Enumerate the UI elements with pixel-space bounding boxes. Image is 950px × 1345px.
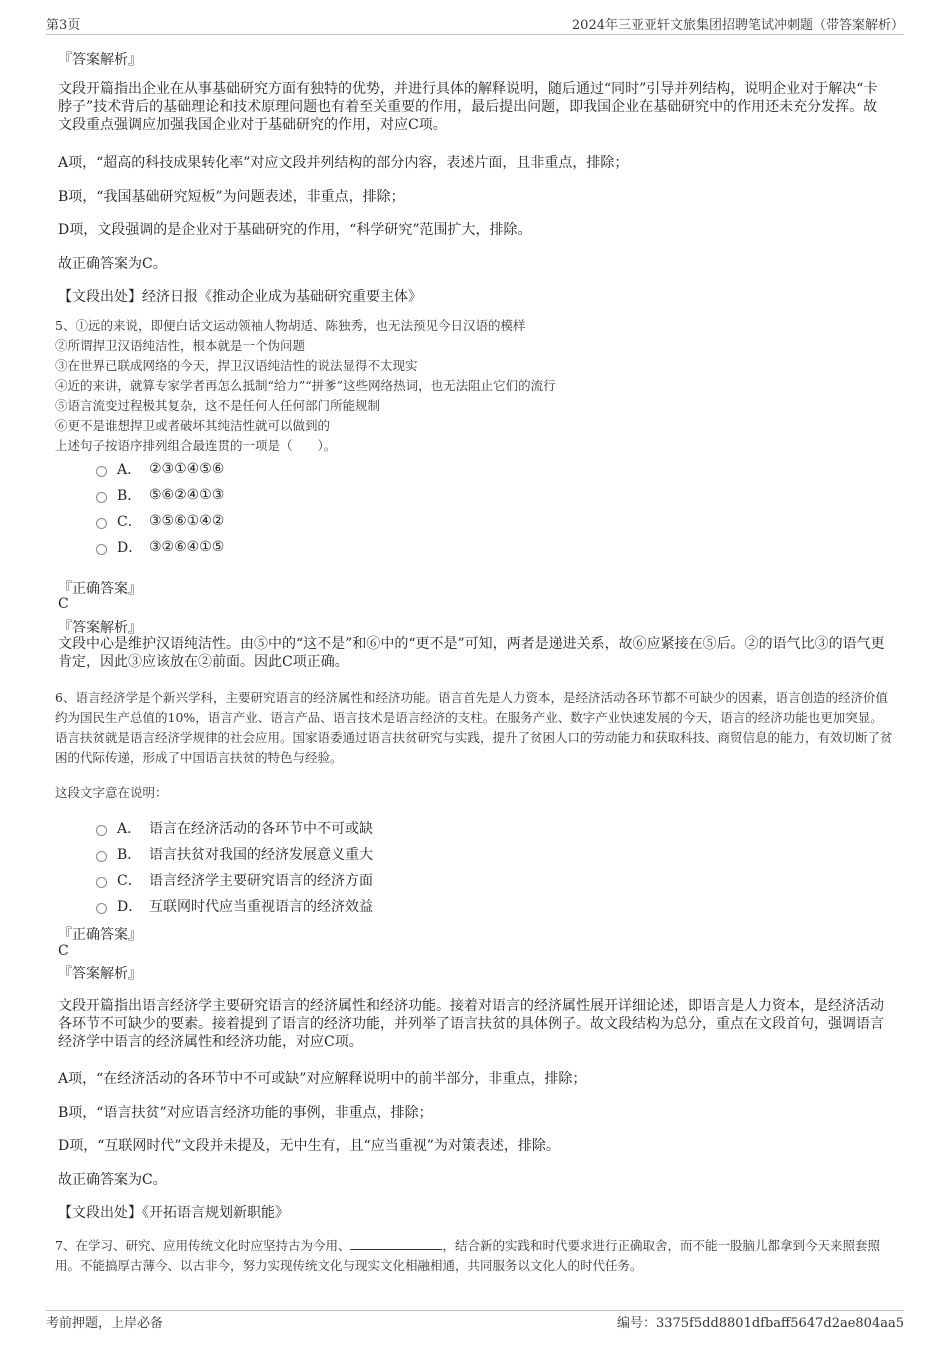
q4-analysis-tag: 『答案解析』 — [58, 52, 142, 68]
option-label: A． — [117, 821, 142, 837]
page-header — [46, 12, 904, 35]
q5-option-a[interactable] — [96, 459, 224, 479]
q5-stem-line-2: ②所谓捍卫汉语纯洁性，根本就是一个伪问题 — [55, 338, 306, 353]
q7-stem-after: ，结合新的实践和时代要求进行正确取舍，而不能一股脑儿都拿到今天来照套照用。不能搞厚古薄今、以古非今，努力实现传统文化与现实文化相融相通，共同服务以文化人的时代任务。 — [55, 1238, 880, 1273]
option-text: ⑤⑥②④①③ — [149, 487, 225, 503]
q5-option-c[interactable] — [96, 511, 224, 531]
q5-stem-line-1: 5、①远的来说，即便白话文运动领袖人物胡适、陈独秀，也无法预见今日汉语的模样 — [55, 318, 526, 333]
option-text: 互联网时代应当重视语言的经济效益 — [149, 899, 373, 915]
option-text: 语言扶贫对我国的经济发展意义重大 — [149, 847, 373, 863]
q5-stem-line-6: ⑥更不是谁想捍卫或者破坏其纯洁性就可以做到的 — [55, 418, 331, 433]
q6-option-c[interactable] — [96, 870, 373, 890]
q5-analysis-tag: 『答案解析』 — [58, 620, 142, 636]
q6-answer: C — [58, 943, 69, 959]
q7-stem-before: 7、在学习、研究、应用传统文化时应坚持古为今用、 — [55, 1238, 351, 1253]
q5-question-prompt: 上述句子按语序排列组合最连贯的一项是（ ）。 — [55, 438, 337, 453]
q4-option-b-analysis: B项，“我国基础研究短板”为问题表述，非重点，排除； — [58, 189, 405, 205]
q4-analysis-paragraph: 文段开篇指出企业在从事基础研究方面有独特的优势，并进行具体的解释说明，随后通过“同时”引导并列结构，说明企业对于解决“卡脖子”技术背后的基础理论和技术原理问题也有着至关重要的作用，最后提出问题，即我国企业在基础研究中的作用还未充分发挥。故文段重点强调应加强我国企业对于基础研究的作用，对应C项。 — [58, 81, 878, 133]
document-title: 2024年三亚亚轩文旅集团招聘笔试冲刺题（带答案解析） — [571, 17, 904, 33]
radio-icon[interactable] — [96, 903, 107, 914]
option-text: ③②⑥④①⑤ — [149, 539, 225, 555]
radio-icon[interactable] — [96, 825, 107, 836]
q5-answer-tag: 『正确答案』 — [58, 581, 142, 597]
q5-answer: C — [58, 596, 69, 612]
q5-stem-line-4: ④近的来讲，就算专家学者再怎么抵制“给力”“拼爹”这些网络热词，也无法阻止它们的流行 — [55, 378, 556, 393]
radio-icon[interactable] — [96, 466, 107, 477]
option-label: D． — [117, 899, 143, 915]
page-number: 第3页 — [46, 17, 81, 33]
q6-option-b-analysis: B项，“语言扶贫”对应语言经济功能的事例，非重点，排除； — [58, 1105, 433, 1121]
option-text: 语言在经济活动的各环节中不可或缺 — [149, 821, 373, 837]
q6-source: 【文段出处】《开拓语言规划新职能》 — [58, 1205, 289, 1221]
q6-answer-tag: 『正确答案』 — [58, 927, 142, 943]
q5-option-d[interactable] — [96, 537, 224, 557]
q5-analysis-paragraph: 文段中心是维护汉语纯洁性。由⑤中的“这不是”和⑥中的“更不是”可知，两者是递进关系，故⑥应紧接在⑤后。②的语气比③的语气更肯定，因此③应该放在②前面。因此C项正确。 — [58, 636, 885, 670]
option-text: 语言经济学主要研究语言的经济方面 — [149, 873, 373, 889]
q4-conclusion: 故正确答案为C。 — [58, 256, 167, 272]
q6-option-d[interactable] — [96, 896, 373, 916]
q6-analysis-tag: 『答案解析』 — [58, 966, 142, 982]
q6-option-a[interactable] — [96, 818, 373, 838]
radio-icon[interactable] — [96, 492, 107, 503]
q6-option-a-analysis: A项，“在经济活动的各环节中不可或缺”对应解释说明中的前半部分，非重点，排除； — [58, 1071, 587, 1087]
document-id: 编号：3375f5dd8801dfbaff5647d2ae804aa5 — [616, 1316, 904, 1331]
option-label: D． — [117, 540, 143, 556]
option-label: B． — [117, 847, 142, 863]
option-label: C． — [117, 873, 142, 889]
option-label: B． — [117, 488, 142, 504]
q5-option-b[interactable] — [96, 485, 224, 505]
footer-slogan: 考前押题，上岸必备 — [46, 1316, 164, 1331]
option-text: ③⑤⑥①④② — [149, 513, 225, 529]
q6-option-d-analysis: D项，“互联网时代”文段并未提及，无中生有，且“应当重视”为对策表述，排除。 — [58, 1138, 560, 1154]
q4-option-d-analysis: D项，文段强调的是企业对于基础研究的作用，“科学研究”范围扩大，排除。 — [58, 222, 532, 238]
q6-question-prompt: 这段文字意在说明： — [55, 785, 168, 800]
page-footer — [46, 1310, 904, 1331]
option-label: C． — [117, 514, 142, 530]
q5-stem-line-3: ③在世界已联成网络的今天，捍卫汉语纯洁性的说法显得不太现实 — [55, 358, 418, 373]
q6-stem: 6、语言经济学是个新兴学科，主要研究语言的经济属性和经济功能。语言首先是人力资本，是经济活动各环节都不可缺少的因素，语言创造的经济价值约为国民生产总值的10%，语言产业、语言产品、语言技术是语言经济的支柱。在服务产业、数字产业快速发展的今天，语言的经济功能也更加突显。语言扶贫就是语言经济学规律的社会应用。国家语委通过语言扶贫研究与实践，提升了贫困人口的劳动能力和获取科技、商贸信息的能力，有效切断了贫困的代际传递，形成了中国语言扶贫的特色与经验。 — [55, 690, 893, 765]
radio-icon[interactable] — [96, 518, 107, 529]
q4-option-a-analysis: A项，“超高的科技成果转化率”对应文段并列结构的部分内容，表述片面，且非重点，排除； — [58, 155, 629, 171]
radio-icon[interactable] — [96, 877, 107, 888]
q6-analysis-paragraph: 文段开篇指出语言经济学主要研究语言的经济属性和经济功能。接着对语言的经济属性展开详细论述，即语言是人力资本，是经济活动各环节不可缺少的要素。接着提到了语言的经济功能，并列举了语言扶贫的具体例子。故文段结构为总分，重点在文段首句，强调语言经济学中语言的经济属性和经济功能，对应C项。 — [58, 998, 884, 1050]
option-text: ②③①④⑤⑥ — [149, 461, 225, 477]
radio-icon[interactable] — [96, 544, 107, 555]
fill-blank — [350, 1237, 442, 1250]
radio-icon[interactable] — [96, 851, 107, 862]
q5-stem-line-5: ⑤语言流变过程极其复杂，这不是任何人任何部门所能规制 — [55, 398, 381, 413]
option-label: A． — [117, 462, 142, 478]
q4-source: 【文段出处】经济日报《推动企业成为基础研究重要主体》 — [58, 289, 422, 305]
q6-conclusion: 故正确答案为C。 — [58, 1172, 167, 1188]
q7-stem — [55, 1236, 895, 1276]
q6-option-b[interactable] — [96, 844, 373, 864]
